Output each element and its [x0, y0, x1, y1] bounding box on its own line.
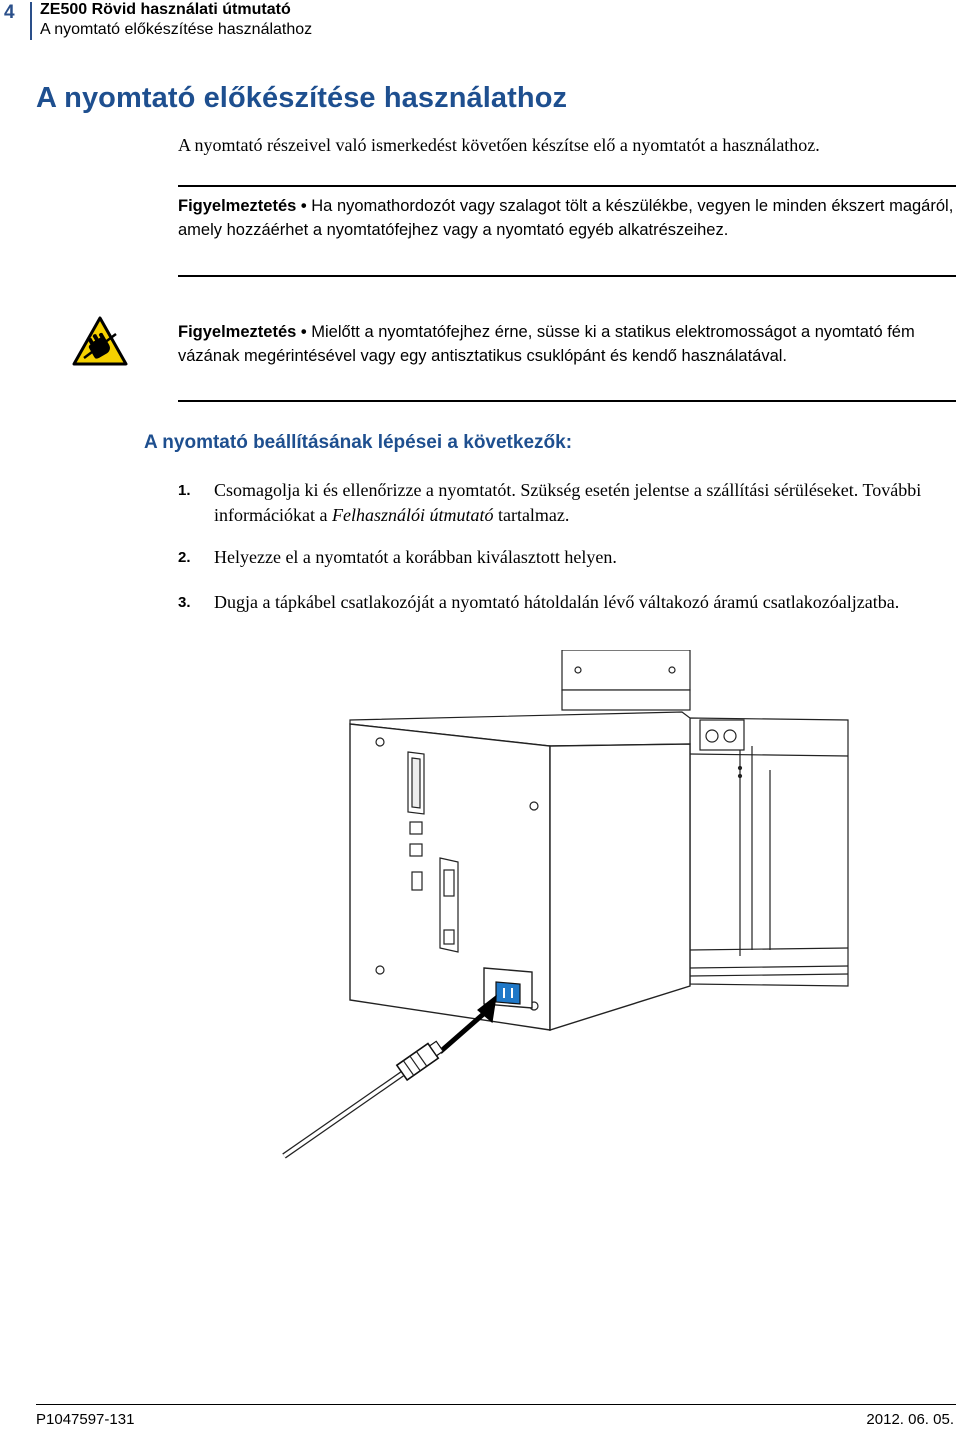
step-number: 3. [178, 594, 191, 611]
warning1-text: Ha nyomathordozót vagy szalagot tölt a készülékbe, vegyen le minden ékszert magáról, amely hozzáérhet a nyomtatófejhez vagy a nyomtató egyéb alkatrészeihez. [178, 197, 954, 239]
intro-paragraph: A nyomtató részeivel való ismerkedést követően készítse elő a nyomtatót a használathoz. [178, 135, 820, 155]
step-number: 2. [178, 549, 191, 566]
step-text: Dugja a tápkábel csatlakozóját a nyomtató hátoldalán lévő váltakozó áramú csatlakozóaljzatba. [214, 592, 900, 612]
steps-heading: A nyomtató beállításának lépései a következők: [144, 432, 573, 453]
warning1 [178, 194, 956, 242]
warning1-label: Figyelmeztetés • [178, 197, 307, 215]
section-title: A nyomtató előkészítése használathoz [36, 82, 568, 114]
esd-warning-icon [72, 316, 128, 366]
step-1 [178, 478, 958, 528]
step-text: Csomagolja ki és ellenőrizze a nyomtatót. Szükség esetén jelentse a szállítási sérüléseket. További információkat a Felhasználói útmutató tartalmaz. [214, 480, 922, 525]
step-number: 1. [178, 482, 191, 499]
warning2-bottom-rule [178, 400, 956, 402]
warning2-text: Mielőtt a nyomtatófejhez érne, süsse ki a statikus elektromosságot a nyomtató fém vázának megérintésével vagy egy antisztatikus csuklópánt és kendő használatával. [178, 323, 915, 365]
warning2-label: Figyelmeztetés • [178, 323, 307, 341]
header-subtitle: A nyomtató előkészítése használathoz [40, 21, 313, 38]
warning2 [178, 320, 956, 368]
printer-rear-side [550, 744, 690, 1030]
footer-divider [36, 1404, 956, 1405]
printer-power-illustration [270, 650, 860, 1170]
page-number: 4 [4, 2, 15, 23]
printer-side-frame [690, 718, 848, 986]
header-title: ZE500 Rövid használati útmutató [40, 1, 291, 18]
header-divider [30, 2, 32, 40]
power-plug [397, 1039, 445, 1080]
step-text: Helyezze el a nyomtatót a korábban kiválasztott helyen. [214, 547, 617, 567]
document-number: P1047597-131 [36, 1411, 135, 1428]
user-guide-reference: Felhasználói útmutató [331, 505, 494, 525]
publication-date: 2012. 06. 05. [866, 1411, 954, 1428]
warning1-top-rule [178, 185, 956, 187]
step-3 [178, 590, 958, 640]
step-2 [178, 545, 958, 570]
warning1-bottom-rule [178, 275, 956, 277]
power-socket-inlet [496, 982, 520, 1004]
